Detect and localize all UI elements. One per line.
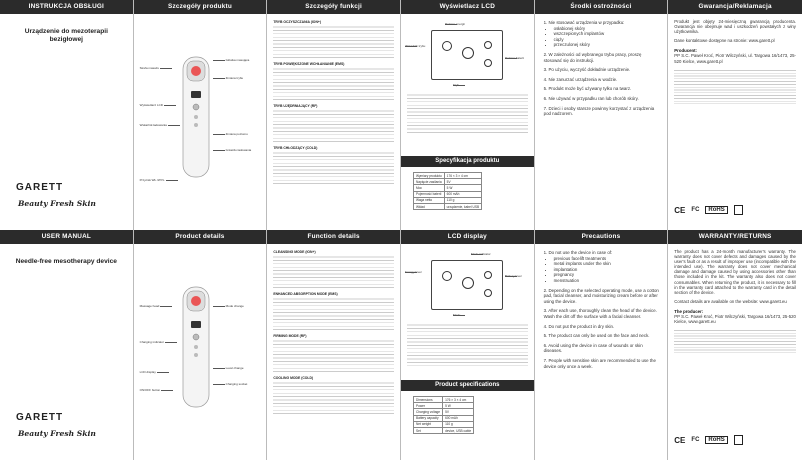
- en-brand-logo: GARETT: [16, 412, 64, 423]
- pl-warranty-body: Produkt jest objęty 24-miesięczną gwarancją producenta. Gwarancja nie obejmuje wad i uszkodzeń powstałych z winy użytkownika. Dane kontaktowe dostępne na stronie: www.garett.pl Producent: PP S.C. Paweł Kroć, Piotr Wilczyński, ul. Targowa 16/1473, 25-520 Kielce, www.garett.pl: [674, 19, 796, 104]
- pl-functions-panel: [267, 0, 401, 230]
- en-lcd-diagram: [431, 260, 503, 310]
- pl-product-panel: [134, 0, 268, 230]
- device-illustration: [179, 55, 213, 180]
- en-label-2: Charging indicator: [139, 340, 165, 344]
- pl-cert-logos: [674, 205, 796, 215]
- pl-label-3: Wskaźnik ładowania: [139, 123, 167, 127]
- table-row: Pojemność baterii 600 mAh: [413, 191, 481, 197]
- pl-spec-header: Specyfikacja produktu: [401, 156, 534, 167]
- pl-func-title-3: TRYB UJĘDRNIAJĄCY (RF): [273, 104, 318, 108]
- ce-mark-icon: CE: [674, 205, 686, 215]
- en-func-title-1: CLEANSING MODE (ION+): [273, 250, 316, 254]
- english-manual-row: [0, 230, 802, 460]
- pl-func-title-4: TRYB CHŁODZĄCY (COLD): [273, 146, 318, 150]
- pl-precautions-header: Środki ostrożności: [535, 0, 668, 14]
- en-tagline: Beauty Fresh Skin: [18, 429, 96, 438]
- en-label-1: Massage head: [139, 304, 160, 308]
- rohs-mark-icon: RoHS: [705, 436, 727, 444]
- pl-func-title-1: TRYB OCZYSZCZANIA (ION+): [273, 20, 321, 24]
- pl-tagline: Beauty Fresh Skin: [18, 199, 96, 208]
- en-spec-header: Product specifications: [401, 380, 534, 391]
- weee-bin-icon: [734, 435, 743, 445]
- pl-label-5: Główka masująca: [225, 58, 250, 62]
- en-spec-table: [413, 396, 474, 434]
- en-functions-header: Function details: [267, 230, 400, 244]
- pl-lcd-label-1: Poziom energii: [444, 22, 465, 26]
- pl-functions-body: [273, 18, 394, 184]
- pl-label-1: Strefa masażu: [139, 66, 159, 70]
- en-cover-title: Needle-free mesotherapy device: [15, 258, 117, 265]
- pl-precautions-body: 1. Nie stosować urządzenia w przypadku: • osłabionej skóry • wszczepionych implantów • ciąży • przeczulonej skóry 2. W zależności od wybranego trybu pracy, proszę stosować się do instrukcji. 3. Po użyciu, wyczyść dokładnie urządzenie. 4. Nie zanurzać urządzenia w wodzie. 5. Produkt może być używany tylko na twarz. 6. Nie używać w przypadku ran lub chorób skóry. 7. Dzieci i osoby starsze powinny korzystać z urządzenia pod nadzorem.: [544, 20, 660, 117]
- pl-lcd-panel: [401, 0, 535, 230]
- en-lcd-label-3: Battery level: [504, 274, 522, 278]
- pl-lcd-diagram: [431, 30, 503, 80]
- ce-mark-icon: CE: [674, 435, 686, 445]
- table-row: Moc 5 W: [413, 185, 481, 191]
- en-label-4: ON/OFF button: [139, 388, 161, 392]
- pl-label-2: Wyświetlacz LCD: [139, 103, 163, 107]
- table-row: Set device, USB cable: [413, 427, 473, 433]
- pl-lcd-label-3: Poziom baterii: [504, 56, 524, 60]
- en-lcd-panel: [401, 230, 535, 460]
- pl-lcd-label-4: Tryb: [452, 83, 459, 87]
- en-warranty-header: WARRANTY/RETURNS: [668, 230, 802, 244]
- en-cert-logos: [674, 435, 796, 445]
- en-cover-panel: [0, 230, 134, 460]
- pl-product-header: Szczegóły produktu: [134, 0, 267, 14]
- en-lcd-label-1: Energy level: [404, 270, 422, 274]
- table-row: Dimensions 176 × 3 × 4 cm: [413, 397, 473, 403]
- en-label-5: Mode change: [225, 304, 244, 308]
- en-precautions-panel: [535, 230, 669, 460]
- en-lcd-header: LCD display: [401, 230, 534, 244]
- pl-label-4: Przycisk WŁ./WYŁ.: [139, 178, 166, 182]
- pl-warranty-header: Gwarancja/Reklamacja: [668, 0, 802, 14]
- en-label-3: LCD display: [139, 370, 156, 374]
- pl-cover-header: INSTRUKCJA OBSŁUGI: [0, 0, 133, 14]
- en-cover-header: USER MANUAL: [0, 230, 133, 244]
- table-row: Waga netto 110 g: [413, 197, 481, 203]
- pl-label-6: Zmiana trybu: [225, 76, 244, 80]
- pl-lcd-header: Wyświetlacz LCD: [401, 0, 534, 14]
- en-product-header: Product details: [134, 230, 267, 244]
- en-precautions-header: Precautions: [535, 230, 668, 244]
- fcc-mark-icon: FC: [691, 207, 700, 213]
- pl-func-title-2: TRYB POWIĘKSZONE WCHŁANIANIE (EMS): [273, 62, 345, 66]
- en-functions-panel: [267, 230, 401, 460]
- pl-lcd-label-2: Wskaźnik trybu: [404, 44, 426, 48]
- table-row: Net weight 110 g: [413, 421, 473, 427]
- en-func-title-3: FIRMING MODE (RF): [273, 334, 307, 338]
- table-row: Wymiary produktu 176 × 3 × 4 cm: [413, 173, 481, 179]
- en-functions-body: [273, 248, 394, 414]
- pl-label-7: Zmiana poziomu: [225, 132, 248, 136]
- rohs-mark-icon: RoHS: [705, 206, 727, 214]
- pl-cover-title: Urządzenie do mezoterapii bezigłowej: [24, 28, 108, 43]
- en-product-panel: [134, 230, 268, 460]
- pl-brand-logo: GARETT: [16, 182, 64, 193]
- device-illustration: [179, 285, 213, 410]
- en-label-6: Level change: [225, 366, 244, 370]
- fcc-mark-icon: FC: [691, 437, 700, 443]
- pl-spec-table: [413, 172, 482, 210]
- en-lcd-label-4: Mode: [452, 313, 461, 317]
- table-row: Charging voltage 5V: [413, 409, 473, 415]
- table-row: Napięcie zasilania 5V: [413, 179, 481, 185]
- pl-cover-panel: [0, 0, 134, 230]
- table-row: Power 5 W: [413, 403, 473, 409]
- en-warranty-body: The product has a 24-month manufacturer's warranty. The warranty does not cover defects and damages caused by the user's fault or as a result of improper use (incompatible with the intended use). The warranty does not cover mechanical damage and damage caused by using accessories other than those included in the kit. The warranty also does not cover consumables. When returning the product, it is necessary to fill in the warranty card attached to the warranty card in the detail section of the device. Contact details are available on the website: www.garett.eu The producer: PP S.C. Paweł Kroć, Piotr Wilczyński, Targowa 16/1473, 25-520 Kielce, www.garett.eu: [674, 249, 796, 354]
- en-label-7: Charging socket: [225, 382, 248, 386]
- pl-functions-header: Szczegóły funkcji: [267, 0, 400, 14]
- en-func-title-4: COOLING MODE (COLD): [273, 376, 314, 380]
- table-row: Battery capacity 600 mAh: [413, 415, 473, 421]
- table-row: Wkład urządzenie, kabel USB: [413, 203, 481, 209]
- pl-warranty-panel: [668, 0, 802, 230]
- pl-precautions-panel: [535, 0, 669, 230]
- en-lcd-label-2: Mode indicator: [470, 252, 491, 256]
- en-warranty-panel: [668, 230, 802, 460]
- weee-bin-icon: [734, 205, 743, 215]
- en-precautions-body: 1. Do not use the device in case of: • previous facelift treatments • metal implants under the skin • implantation • pregnancy • menstruation 2. Depending on the selected operating mode, use a cotton pad, facial cleanser, and moisturizing cream before or after using the device. 3. After each use, thoroughly clean the head of the device. Wash the dirt off the surface with a facial cleanser. 4. Do not put the product in dry skin. 5. The product can only be used on the face and neck. 6. Avoid using the device in case of wounds or skin diseases. 7. People with sensitive skin are recommended to use the device only once a week.: [544, 250, 660, 369]
- pl-label-8: Gniazdo ładowania: [225, 148, 252, 152]
- en-func-title-2: ENHANCED ABSORPTION MODE (EMS): [273, 292, 338, 296]
